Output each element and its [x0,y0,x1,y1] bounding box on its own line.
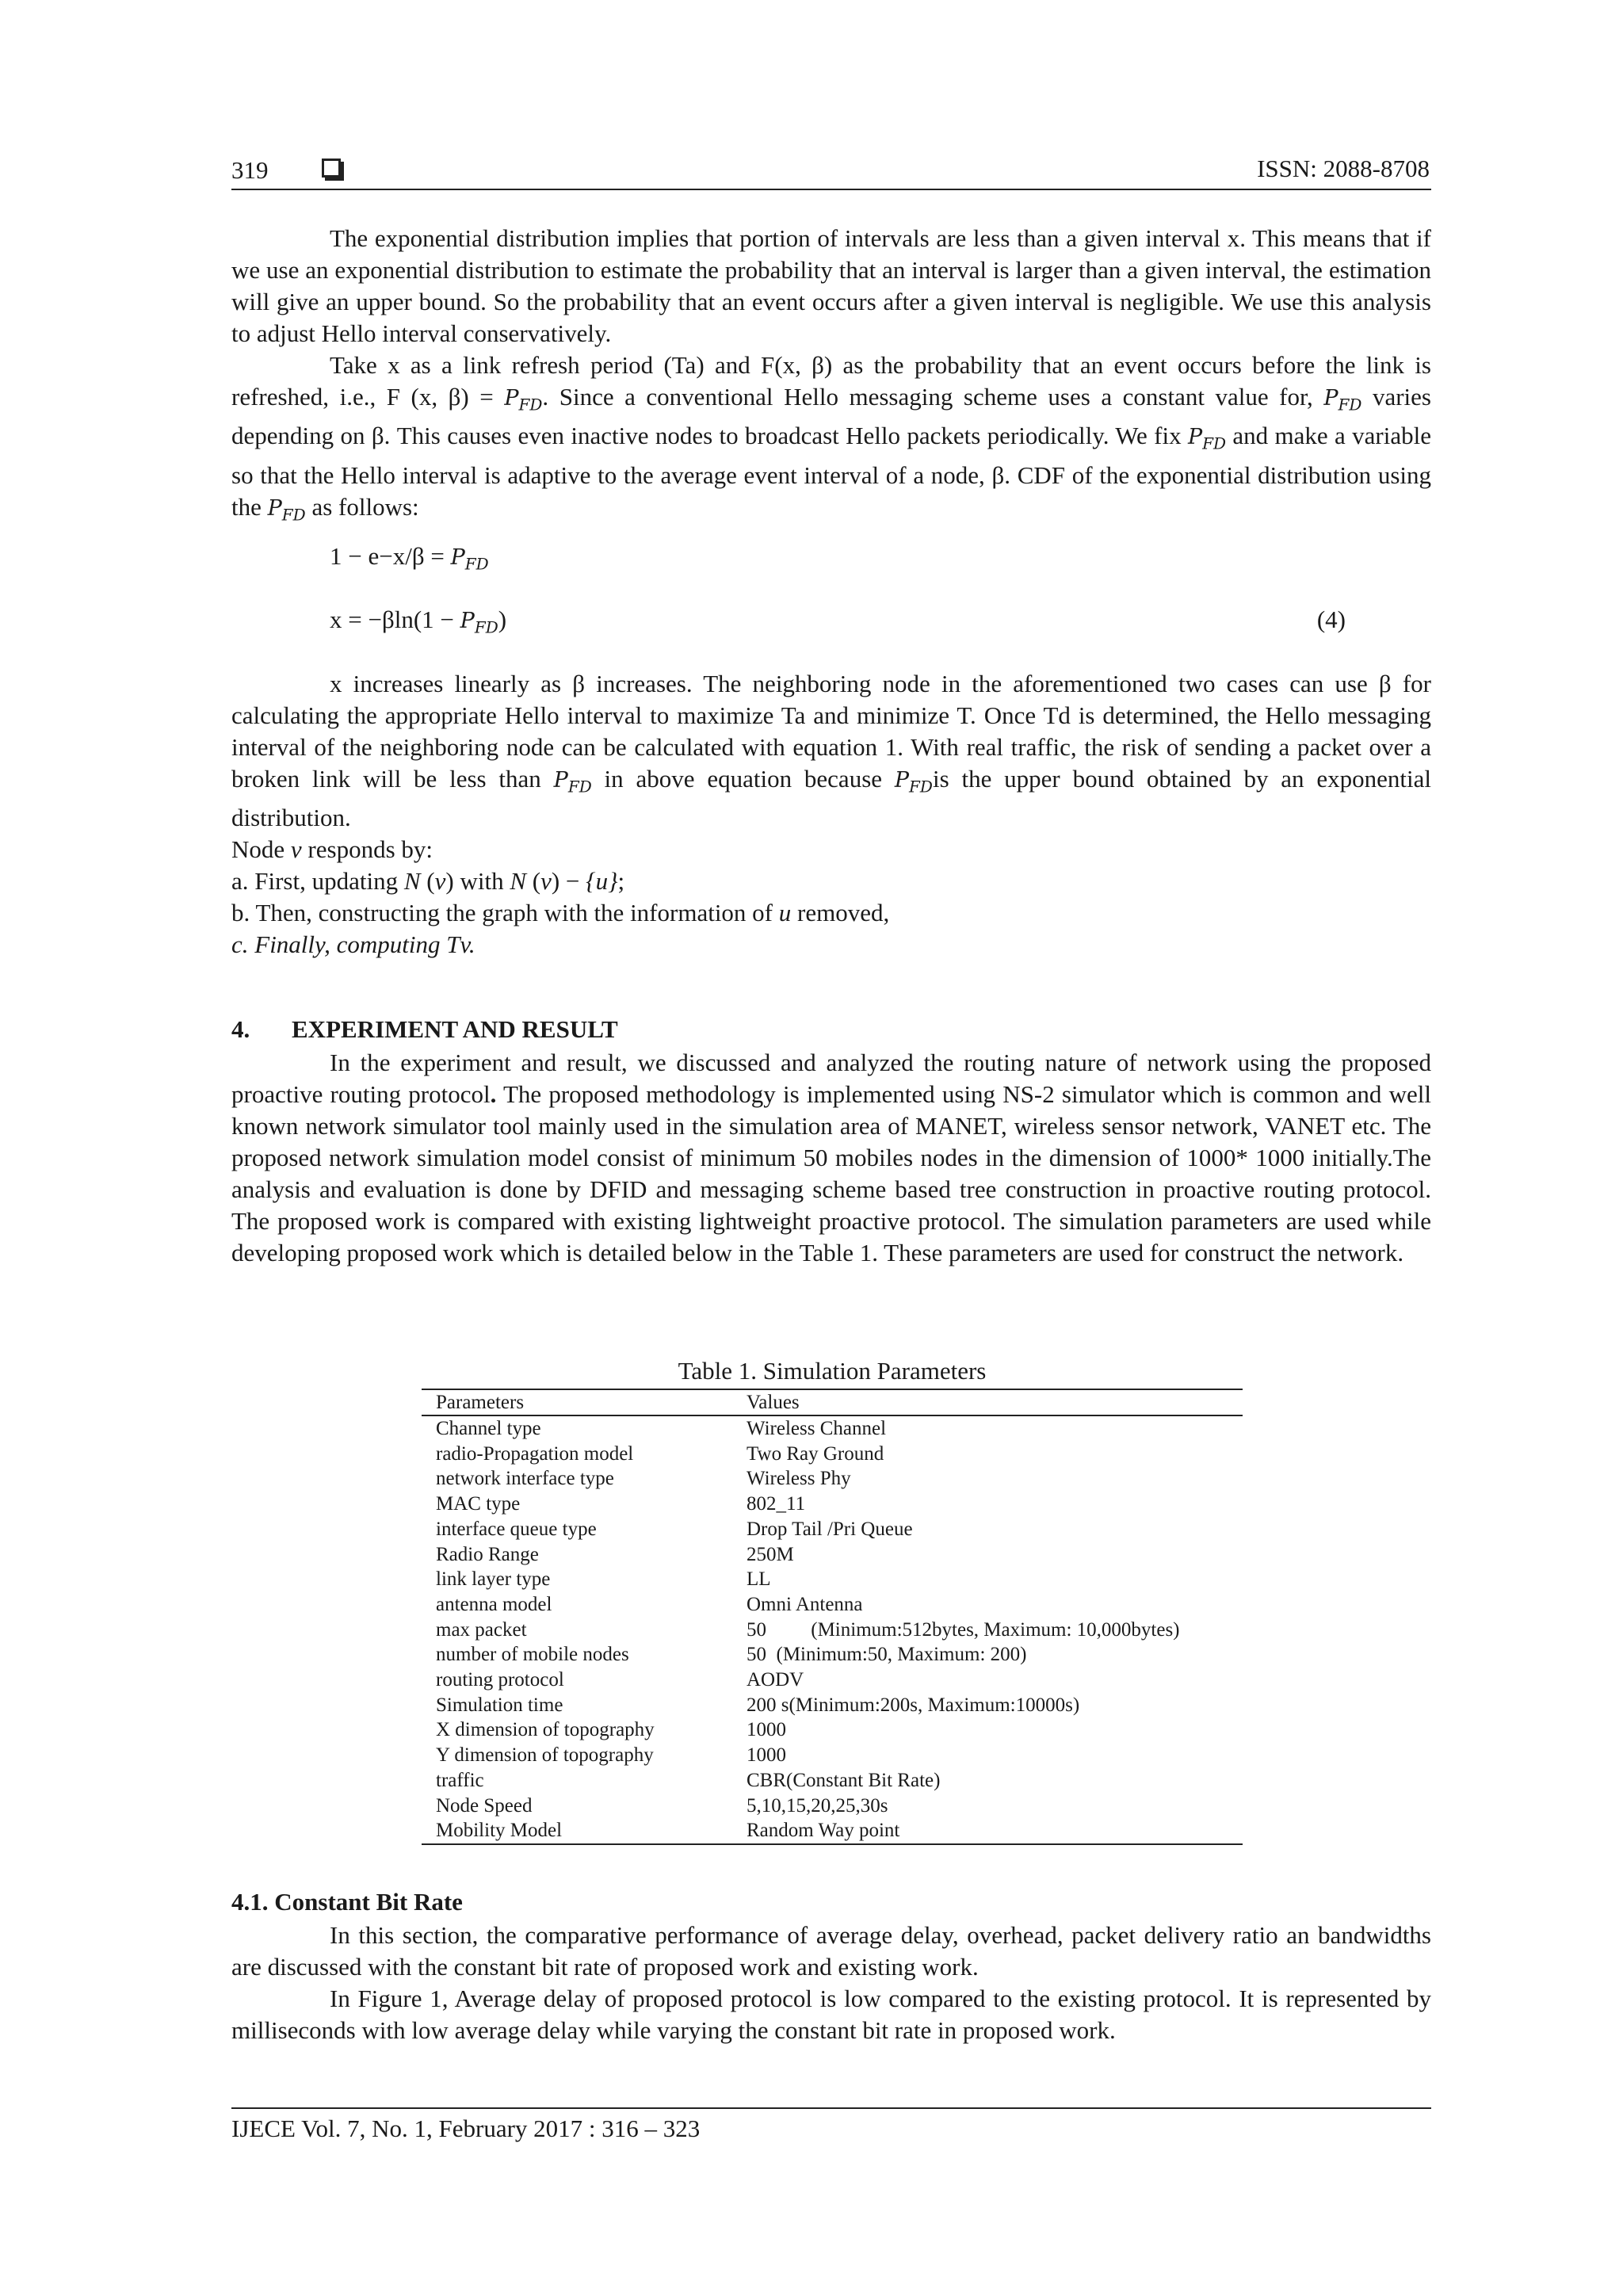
math-pfd: $P_{FD}$ [553,768,592,797]
node-list-item-b: b. Then, constructing the graph with the information of u removed, [231,899,890,927]
table-cell: Wireless Phy [747,1468,851,1490]
table-cell: 1000 [747,1719,786,1741]
table-row [422,1542,1243,1568]
table-cell: Radio Range [436,1543,539,1565]
table-header-cell: Values [732,1389,1243,1415]
table-cell: interface queue type [436,1518,597,1540]
table-cell: Two Ray Ground [747,1442,884,1465]
page-number: 319 [231,156,269,184]
paragraph-experiment: In the experiment and result, we discussed and analyzed the routing nature of network using the proposed proactive routing protocol. The proposed methodology is implemented using NS-2 simulator which is common and well known network simulator tool mainly used in the simulation area of MANET, wireless sensor network, VANET etc. The proposed network simulation model consist of minimum 50 mobiles nodes in the dimension of 1000* 1000 initially.The analysis and evaluation is done by DFID and messaging scheme based tree construction in proactive routing protocol. The proposed work is compared with existing lightweight proactive protocol. The simulation parameters are used while developing proposed work which is detailed below in the Table 1. These parameters are used for construct the network. [231,1049,1431,1266]
math-pfd: $P_{FD}$ [1323,386,1362,415]
table-cell: antenna model [436,1593,552,1615]
table-row [422,1415,1243,1442]
table-cell: routing protocol [436,1669,564,1691]
header-rule [231,189,1431,190]
equation-cdf: $1 - e-x/\beta = P_{FD}$ [330,542,489,574]
math-pfd: $P_{FD}$ [1187,425,1227,453]
table-row [422,1743,1243,1768]
table-row [422,1642,1243,1668]
table-cell: radio-Propagation model [436,1442,634,1465]
table-cell: link layer type [436,1568,551,1591]
node-list-item-c: c. Finally, computing Tv. [231,930,475,959]
math-pfd: $P_{FD}$ [894,768,933,797]
table-caption: Table 1. Simulation Parameters [678,1357,987,1385]
table-cell: 5,10,15,20,25,30s [747,1794,888,1817]
section-4-text [231,1047,1431,1269]
para2-text-5: as follows: [305,492,419,521]
journal-issn: ISSN: 2088-8708 [1257,155,1430,182]
table-row [422,1492,1243,1517]
math-pfd: $P_{FD}$ [450,545,489,574]
paragraph-x-increases: x increases linearly as β increases. The neighboring node in the aforementioned two cases can use β for calculating the appropriate Hello interval to maximize Ta and minimize T. Once Td is determined, the Hello messaging interval of the neighboring node can be calculated with equation 1. With real traffic, the risk of sending a packet over a broken link will be less than $P_{FD}$ in above equation because $P_{FD}is$ the upper bound obtained by an exponential distribution. [231,670,1431,832]
table-cell: Simulation time [436,1694,563,1716]
paragraph-take-x [231,350,1431,530]
table-cell: Wireless Channel [747,1418,887,1439]
table-row [422,1693,1243,1718]
paragraph-comparative: In this section, the comparative performance of average delay, overhead, packet delivery ratio an bandwidths are discussed with the constant bit rate of proposed work and existing work. [231,1921,1431,1981]
node-list-item-a: a. First, updating N (v) with N (v) − {u}; [231,867,625,896]
table-cell: 250M [747,1543,794,1565]
table-row [422,1517,1243,1542]
table-cell: traffic [436,1769,484,1791]
table-cell: max packet [436,1618,527,1641]
table-cell: 1000 [747,1744,786,1767]
table-row [422,1618,1243,1643]
table-row [422,1717,1243,1743]
table-row [422,1466,1243,1492]
table-cell: 50 (Minimum:50, Maximum: 200) [747,1644,1027,1666]
table-row [422,1794,1243,1819]
paragraph-exponential: The exponential distribution implies that portion of intervals are less than a given interval x. This means that if we use an exponential distribution to estimate the probability that an interval is larger than a given interval, the estimation will give an upper bound. So the probability that an event occurs after a given interval is negligible. We use this analysis to adjust Hello interval conservatively. [231,224,1431,347]
table-cell: network interface type [436,1468,614,1490]
table-cell: Random Way point [732,1818,1243,1844]
equation-number: (4) [1316,606,1346,633]
node-list-intro: Node v responds by: [231,835,433,864]
table-row [422,1567,1243,1592]
journal-citation-footer: IJECE Vol. 7, No. 1, February 2017 : 316 – 323 [231,2115,701,2142]
simulation-parameters-table [422,1389,1243,1845]
math-pfd: $P_{FD}$ [267,495,306,525]
table-cell: LL [747,1568,771,1591]
table-header-cell: Parameters [422,1389,732,1415]
section-4-1-text [231,1920,1431,2046]
table-row [422,1768,1243,1794]
para2-text-1: Take x as a link refresh period (Ta) and F(x, β) as the probability that an event occurs before the link is refreshed, i.e., F (x, β) = [231,351,1431,411]
table-cell: 802_11 [747,1493,806,1515]
table-cell: CBR(Constant Bit Rate) [747,1769,941,1791]
table-cell: 50 (Minimum:512bytes, Maximum: 10,000bytes) [747,1618,1180,1641]
table-cell: 200 s(Minimum:200s, Maximum:10000s) [747,1694,1080,1716]
table-cell: X dimension of topography [436,1719,655,1741]
table-cell: AODV [747,1669,804,1691]
table-row [422,1592,1243,1618]
equation-4: $x = -\beta\ln(1 - P_{FD})$ [330,606,507,637]
table-row [422,1668,1243,1693]
table-cell: MAC type [436,1493,521,1515]
table-row [422,1442,1243,1467]
para2-text-4: and make a variable so that the Hello interval is adaptive to the average event interval of a node, β. CDF of the exponential distribution using the [231,422,1431,521]
table-cell: Channel type [436,1418,541,1439]
para2-text-3: varies depending on β. This causes even inactive nodes to broadcast Hello packets periodically. We fix [231,383,1431,450]
section-heading-4-1: 4.1. Constant Bit Rate [231,1888,463,1916]
table-header-row [422,1389,1243,1415]
table-cell: Omni Antenna [747,1593,863,1615]
footer-rule [231,2107,1431,2109]
table-cell: Drop Tail /Pri Queue [747,1518,913,1540]
intro-text-block [231,223,1431,530]
table-cell: Y dimension of topography [436,1744,654,1767]
table-cell: Node Speed [436,1794,533,1817]
paragraph-figure-1: In Figure 1, Average delay of proposed protocol is low compared to the existing protocol. It is represented by milliseconds with low average delay while varying the constant bit rate in proposed work. [231,1985,1431,2044]
checkbox-square-icon [322,159,341,178]
section-heading-4: 4. EXPERIMENT AND RESULT [231,1015,618,1043]
table-cell: Mobility Model [422,1818,732,1844]
math-pfd: $P_{FD}$ [460,609,498,637]
analysis-text-block [231,668,1431,961]
table-row [422,1818,1243,1844]
para2-text-2: . Since a conventional Hello messaging scheme uses a constant value for, [542,383,1324,411]
table-cell: number of mobile nodes [436,1644,629,1666]
math-pfd: $P_{FD}$ [504,386,543,415]
